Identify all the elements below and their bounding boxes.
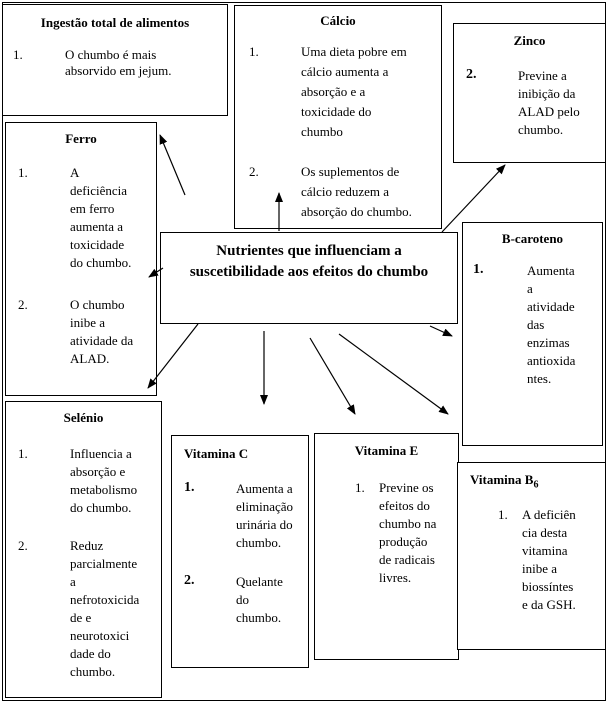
vitb6-item-1-line-4: inibe a bbox=[522, 561, 558, 576]
vite-item-1-num: 1. bbox=[355, 480, 365, 495]
vitb6-item-1-num: 1. bbox=[498, 507, 508, 522]
arrow-to-bcaroteno bbox=[430, 326, 452, 336]
bcaroteno-item-1-line-2: a bbox=[527, 281, 533, 296]
ferro-item-2-line-2: inibe a bbox=[70, 315, 106, 330]
selenio-item-2-line-7: dade do bbox=[70, 646, 111, 661]
vitb6-item-1-line-1: A deficiên bbox=[522, 507, 576, 522]
box-ingestao-title: Ingestão total de alimentos bbox=[40, 15, 190, 30]
selenio-item-1-num: 1. bbox=[18, 446, 28, 461]
ferro-item-1-line-1: A bbox=[70, 165, 80, 180]
vitc-item-2-line-3: chumbo. bbox=[236, 610, 282, 625]
vite-item-1-line-2: efeitos do bbox=[379, 498, 430, 513]
vitb6-item-1-line-3: vitamina bbox=[522, 543, 568, 558]
arrow-to-vitamina-e bbox=[310, 338, 355, 414]
vite-item-1-line-6: livres. bbox=[379, 570, 412, 585]
box-zinco-title: Zinco bbox=[513, 33, 546, 48]
selenio-item-1-line-4: do chumbo. bbox=[70, 500, 132, 515]
ferro-item-2-line-1: O chumbo bbox=[70, 297, 125, 312]
bcaroteno-item-1-line-5: enzimas bbox=[527, 335, 570, 350]
zinco-item-1-num: 2. bbox=[466, 67, 477, 82]
zinco-item-1-line-1: Previne a bbox=[518, 68, 567, 83]
vite-item-1-line-5: de radicais bbox=[379, 552, 435, 567]
ferro-item-2-line-4: ALAD. bbox=[70, 351, 110, 366]
ferro-item-1-line-5: toxicidade bbox=[70, 237, 125, 252]
calcio-item-2-line-2: cálcio reduzem a bbox=[301, 184, 390, 199]
ingestao-item-1-line-1: O chumbo é mais bbox=[65, 47, 157, 62]
box-bcaroteno-title: B-caroteno bbox=[501, 231, 564, 246]
calcio-item-1-line-2: cálcio aumenta a bbox=[301, 64, 389, 79]
vitb6-title-subscript: 6 bbox=[533, 479, 539, 491]
ferro-item-1-line-3: em ferro bbox=[70, 201, 115, 216]
box-vitamina-e-title: Vitamina E bbox=[354, 443, 419, 458]
selenio-item-2-line-4: nefrotoxicida bbox=[70, 592, 140, 607]
bcaroteno-item-1-line-4: das bbox=[527, 317, 545, 332]
zinco-item-1-line-3: ALAD pelo bbox=[518, 104, 580, 119]
selenio-item-1-line-3: metabolismo bbox=[70, 482, 138, 497]
selenio-item-1-line-2: absorção e bbox=[70, 464, 126, 479]
selenio-item-2-line-5: de e bbox=[70, 610, 92, 625]
vitc-item-1-num: 1. bbox=[184, 480, 195, 495]
arrow-to-vitamina-b6 bbox=[339, 334, 448, 414]
ferro-item-1-line-6: do chumbo. bbox=[70, 255, 132, 270]
vitc-item-1-line-4: chumbo. bbox=[236, 535, 282, 550]
vite-item-1-line-4: produção bbox=[379, 534, 428, 549]
selenio-item-2-line-1: Reduz bbox=[70, 538, 104, 553]
ferro-item-2-line-3: atividade da bbox=[70, 333, 134, 348]
box-calcio-title: Cálcio bbox=[320, 13, 356, 28]
calcio-item-1-num: 1. bbox=[249, 44, 259, 59]
bcaroteno-item-1-num: 1. bbox=[473, 262, 484, 277]
box-selenio-title: Selénio bbox=[63, 410, 104, 425]
selenio-item-1-line-1: Influencia a bbox=[70, 446, 132, 461]
calcio-item-1-line-5: chumbo bbox=[301, 124, 343, 139]
arrow-to-zinco bbox=[442, 165, 505, 232]
zinco-item-1-line-4: chumbo. bbox=[518, 122, 564, 137]
selenio-item-2-line-8: chumbo. bbox=[70, 664, 116, 679]
arrow-to-ferro bbox=[149, 268, 163, 277]
vitb6-item-1-line-5: biossíntes bbox=[522, 579, 574, 594]
arrow-to-selenio bbox=[148, 324, 198, 388]
box-ferro-title: Ferro bbox=[65, 131, 97, 146]
ingestao-item-1-line-2: absorvido em jejum. bbox=[65, 63, 172, 78]
ferro-item-1-line-2: deficiência bbox=[70, 183, 128, 198]
calcio-item-1-line-1: Uma dieta pobre em bbox=[301, 44, 407, 59]
ferro-item-1-num: 1. bbox=[18, 165, 28, 180]
bcaroteno-item-1-line-3: atividade bbox=[527, 299, 575, 314]
zinco-item-1-line-2: inibição da bbox=[518, 86, 576, 101]
vitc-item-1-line-1: Aumenta a bbox=[236, 481, 293, 496]
calcio-item-2-num: 2. bbox=[249, 164, 259, 179]
calcio-item-2-line-3: absorção do chumbo. bbox=[301, 204, 412, 219]
bcaroteno-item-1-line-1: Aumenta bbox=[527, 263, 575, 278]
vitb6-title-text: Vitamina B bbox=[470, 472, 534, 487]
vitb6-item-1-line-6: e da GSH. bbox=[522, 597, 576, 612]
calcio-item-1-line-4: toxicidade do bbox=[301, 104, 372, 119]
calcio-item-2-line-1: Os suplementos de bbox=[301, 164, 400, 179]
vitb6-item-1-line-2: cia desta bbox=[522, 525, 568, 540]
vite-item-1-line-3: chumbo na bbox=[379, 516, 437, 531]
selenio-item-2-line-3: a bbox=[70, 574, 76, 589]
selenio-item-2-line-2: parcialmente bbox=[70, 556, 138, 571]
vitc-item-2-line-2: do bbox=[236, 592, 249, 607]
vitc-item-1-line-3: urinária do bbox=[236, 517, 293, 532]
center-title-line-1: Nutrientes que influenciam a bbox=[216, 243, 402, 259]
selenio-item-2-num: 2. bbox=[18, 538, 28, 553]
bcaroteno-item-1-line-6: antioxida bbox=[527, 353, 576, 368]
ferro-item-1-line-4: aumenta a bbox=[70, 219, 124, 234]
vitc-item-2-num: 2. bbox=[184, 573, 195, 588]
calcio-item-1-line-3: absorção e a bbox=[301, 84, 366, 99]
selenio-item-2-line-6: neurotoxici bbox=[70, 628, 130, 643]
ferro-item-2-num: 2. bbox=[18, 297, 28, 312]
vite-item-1-line-1: Previne os bbox=[379, 480, 434, 495]
box-vitamina-c-title: Vitamina C bbox=[184, 446, 249, 461]
vitc-item-1-line-2: eliminação bbox=[236, 499, 294, 514]
bcaroteno-item-1-line-7: ntes. bbox=[527, 371, 552, 386]
center-title-line-2: suscetibilidade aos efeitos do chumbo bbox=[189, 264, 429, 280]
ingestao-item-1-num: 1. bbox=[13, 47, 23, 62]
arrow-to-ferro-top bbox=[160, 135, 185, 195]
vitc-item-2-line-1: Quelante bbox=[236, 574, 283, 589]
